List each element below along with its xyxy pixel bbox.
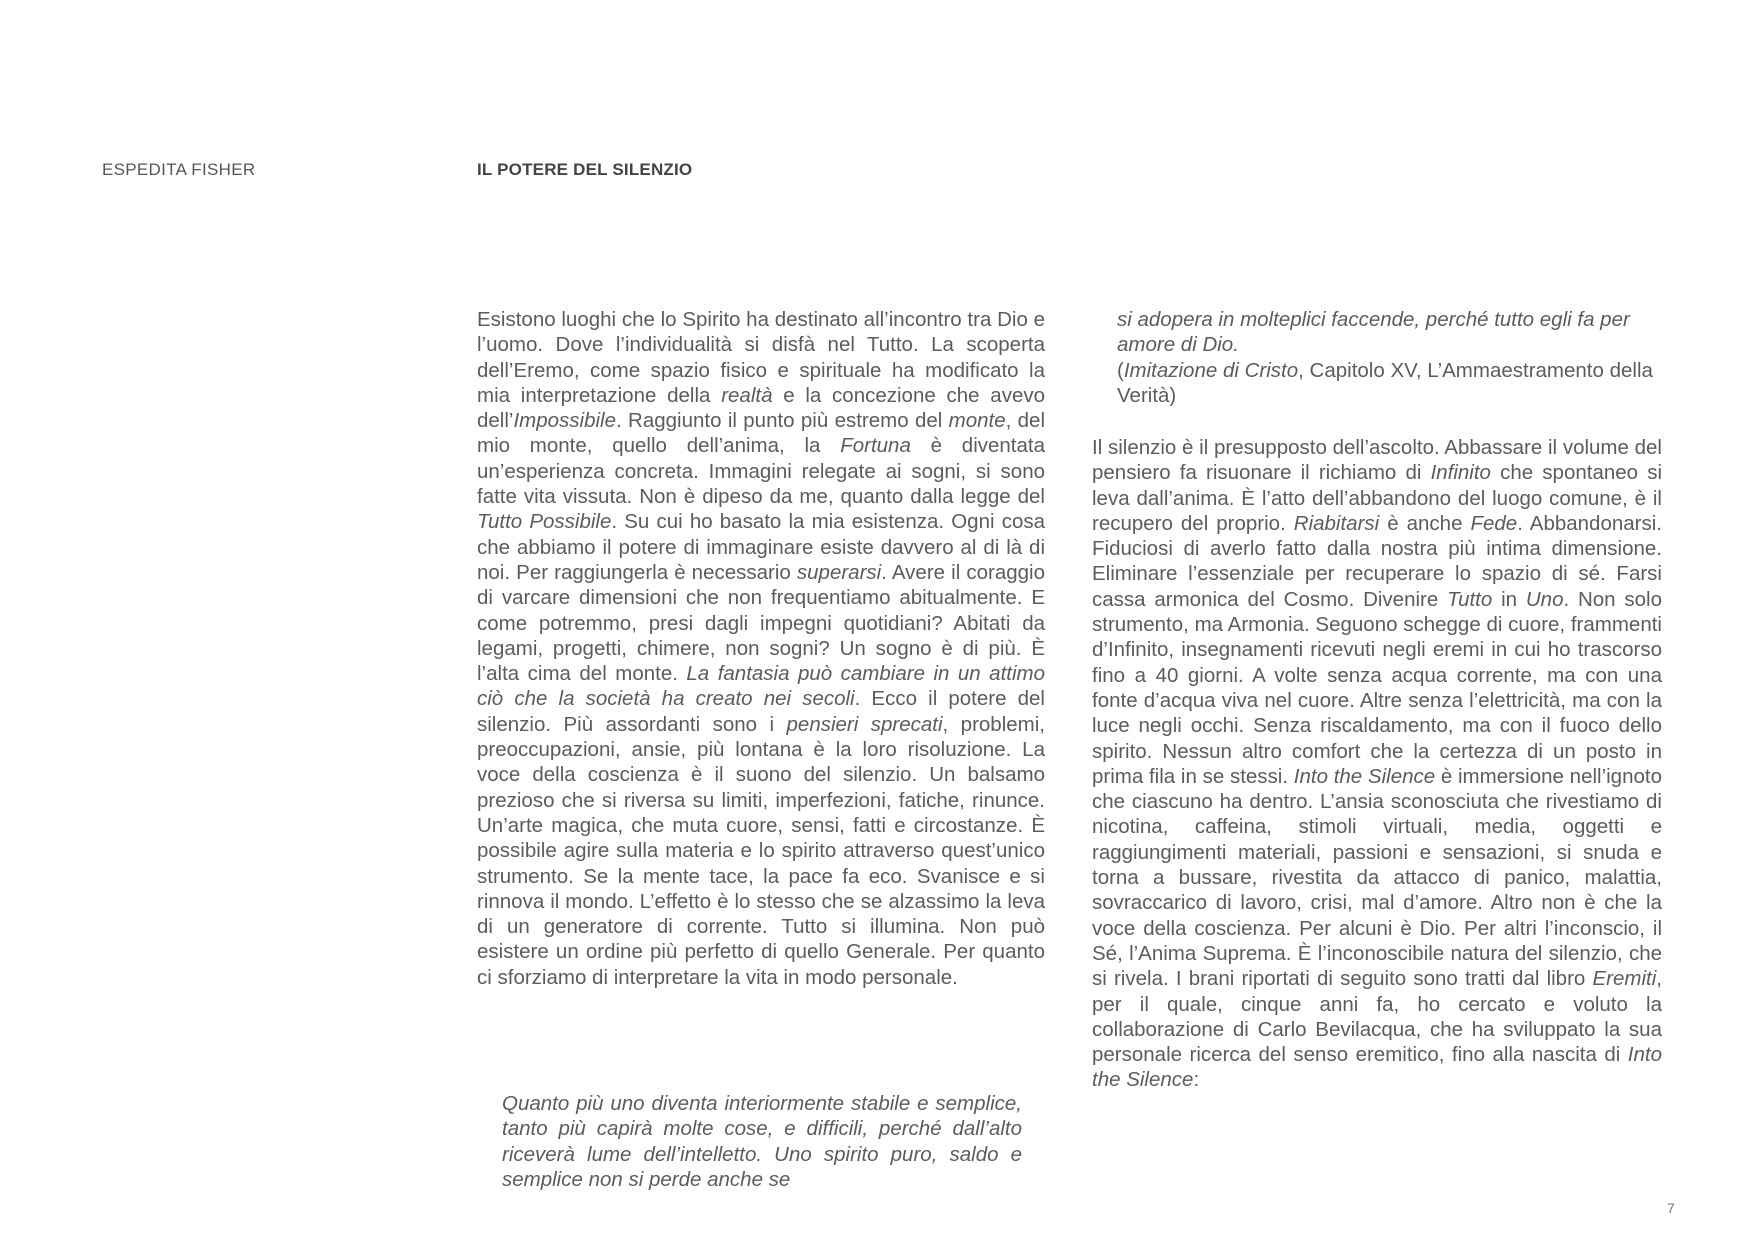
text-segment-italic: Tutto Possibile bbox=[477, 510, 612, 534]
quote-source-open: ( bbox=[1117, 358, 1124, 382]
right-paragraph bbox=[1092, 435, 1662, 1093]
text-segment-italic: La fantasia può cambiare in un attimo ciò che la società ha creato nei secoli bbox=[477, 662, 1045, 711]
text-segment-italic: Into the Silence bbox=[1293, 764, 1436, 788]
left-quote: Quanto più uno diventa interiormente stabile e semplice, tanto più capirà molte cose, e difficili, perché dall’alto riceverà lume dell’intelletto. Uno spirito puro, saldo e semplice non si perde anche se bbox=[502, 1092, 1022, 1191]
text-segment-italic: superarsi bbox=[796, 560, 882, 584]
text-segment: . Avere il coraggio di varcare dimensioni che non frequentiamo abitualmente. E come potremmo, presi dagli impegni quotidiani? Abitati da legami, progetti, chimere, non sogni? Un sogno è di più. È l’alta cima del monte. bbox=[477, 560, 1045, 686]
text-segment: : bbox=[1193, 1068, 1200, 1092]
text-segment-italic: Tutto bbox=[1447, 587, 1493, 611]
text-segment-italic: Fede bbox=[1470, 511, 1518, 535]
text-segment: è diventata un’esperienza concreta. Immagini relegate ai sogni, si sono fatte vita vissuta. Non è dipeso da me, quanto dalla legge del bbox=[477, 434, 1045, 509]
text-segment: . Ecco il potere del silenzio. Più assordanti sono i bbox=[477, 687, 1045, 736]
text-segment: . Abbandonarsi. Fiduciosi di averlo fatto dalla nostra più intima dimensione. Eliminare l’essenziale per recuperare lo spazio di sé. Farsi cassa armonica del Cosmo. Divenire bbox=[1092, 511, 1662, 611]
text-segment: . Raggiunto il punto più estremo del bbox=[616, 409, 949, 433]
text-segment: e la concezione che avevo dell’ bbox=[477, 383, 1045, 433]
text-segment-italic: pensieri sprecati bbox=[786, 712, 943, 736]
text-segment: in bbox=[1492, 587, 1526, 611]
page-number: 7 bbox=[1667, 1200, 1675, 1216]
text-segment-italic: Infinito bbox=[1430, 461, 1491, 485]
text-segment: che spontaneo si leva dall’anima. È l’atto dell’abbandono del luogo comune, è il recupero del proprio. bbox=[1092, 461, 1662, 535]
text-segment: . Non solo strumento, ma Armonia. Seguono schegge di cuore, frammenti d’Infinito, insegnamenti ricevuti negli eremi in cui ho trascorso fino a 40 giorni. A volte senza acqua corrente, ma con una fonte d’acqua viva nel cuore. Altre senza l’elettricità, ma con la luce negli occhi. Senza riscaldamento, ma con il fuoco dello spirito. Nessun altro comfort che la certezza di un posto in prima fila in se stessi. bbox=[1092, 587, 1662, 788]
text-segment-italic: Uno bbox=[1525, 587, 1564, 611]
author-name: ESPEDITA FISHER bbox=[102, 160, 256, 179]
right-quote-text: si adopera in molteplici faccende, perché tutto egli fa per amore di Dio. bbox=[1117, 308, 1630, 357]
text-segment: , del mio monte, quello dell’anima, la bbox=[477, 409, 1046, 458]
text-segment: , problemi, preoccupazioni, ansie, più lontana è la loro risoluzione. La voce della coscienza è il suono del silenzio. Un balsamo prezioso che si riversa su limiti, imperfezioni, fatiche, rinunce. Un’arte magica, che muta cuore, sensi, fatti e circostanze. È possibile agire sulla materia e lo spirito attraverso quest’unico strumento. Se la mente tace, la pace fa eco. Svanisce e si rinnova il mondo. L’effetto è lo stesso che se alzassimo la leva di un generatore di corrente. Tutto si illumina. Non può esistere un ordine più perfetto di quello Generale. Per quanto ci sforziamo di interpretare la vita in modo personale. bbox=[477, 712, 1045, 989]
left-column-text bbox=[477, 307, 1045, 990]
text-segment-italic: Into the Silence bbox=[1092, 1043, 1662, 1092]
text-segment: . Su cui ho basato la mia esistenza. Ogni cosa che abbiamo il potere di immaginare esiste davvero al di là di noi. Per raggiungerla è necessario bbox=[477, 510, 1045, 584]
text-segment: , per il quale, cinque anni fa, ho cercato e voluto la collaborazione di Carlo Bevilacqua, che ha sviluppato la sua personale ricerca del senso eremitico, fino alla nascita di bbox=[1092, 967, 1662, 1067]
right-column-text bbox=[1092, 435, 1662, 1093]
quote-source-rest: , Capitolo XV, L’Ammaestramento della Verità) bbox=[1117, 358, 1653, 407]
text-segment-italic: monte bbox=[948, 409, 1006, 433]
right-quote bbox=[1117, 307, 1657, 408]
text-segment-italic: Riabitarsi bbox=[1293, 511, 1380, 535]
text-segment: è immersione nell’ignoto che ciascuno ha dentro. L’ansia sconosciuta che rivestiamo di nicotina, caffeina, stimoli virtuali, media, oggetti e raggiungimenti materiali, passioni e sensazioni, si snuda e torna a bussare, rivestita da attacco di panico, malattia, sovraccarico di lavoro, crisi, mal d’amore. Altro non è che la voce della coscienza. Per alcuni è Dio. Per altri l’inconscio, il Sé, l’Anima Suprema. È l’inconoscibile natura del silenzio, che si rivela. I brani riportati di seguito sono tratti dal libro bbox=[1092, 764, 1662, 991]
chapter-title: IL POTERE DEL SILENZIO bbox=[477, 160, 693, 179]
text-segment: Esistono luoghi che lo Spirito ha destinato all’incontro tra Dio e l’uomo. Dove l’individualità si disfà nel Tutto. La scoperta dell’Eremo, come spazio fisico e spirituale ha modificato la mia interpretazione della bbox=[477, 308, 1045, 407]
text-segment: Il silenzio è il presupposto dell’ascolto. Abbassare il volume del pensiero fa risuonare il richiamo di bbox=[1092, 436, 1662, 485]
text-segment-italic: realtà bbox=[721, 383, 773, 407]
text-segment-italic: Impossibile bbox=[513, 409, 617, 433]
quote-source-title: Imitazione di Cristo bbox=[1123, 358, 1299, 382]
left-paragraph bbox=[477, 307, 1045, 990]
text-segment: è anche bbox=[1379, 511, 1471, 535]
text-segment-italic: Fortuna bbox=[840, 434, 911, 458]
quote-source bbox=[1117, 358, 1657, 409]
text-segment-italic: Eremiti bbox=[1592, 967, 1657, 991]
